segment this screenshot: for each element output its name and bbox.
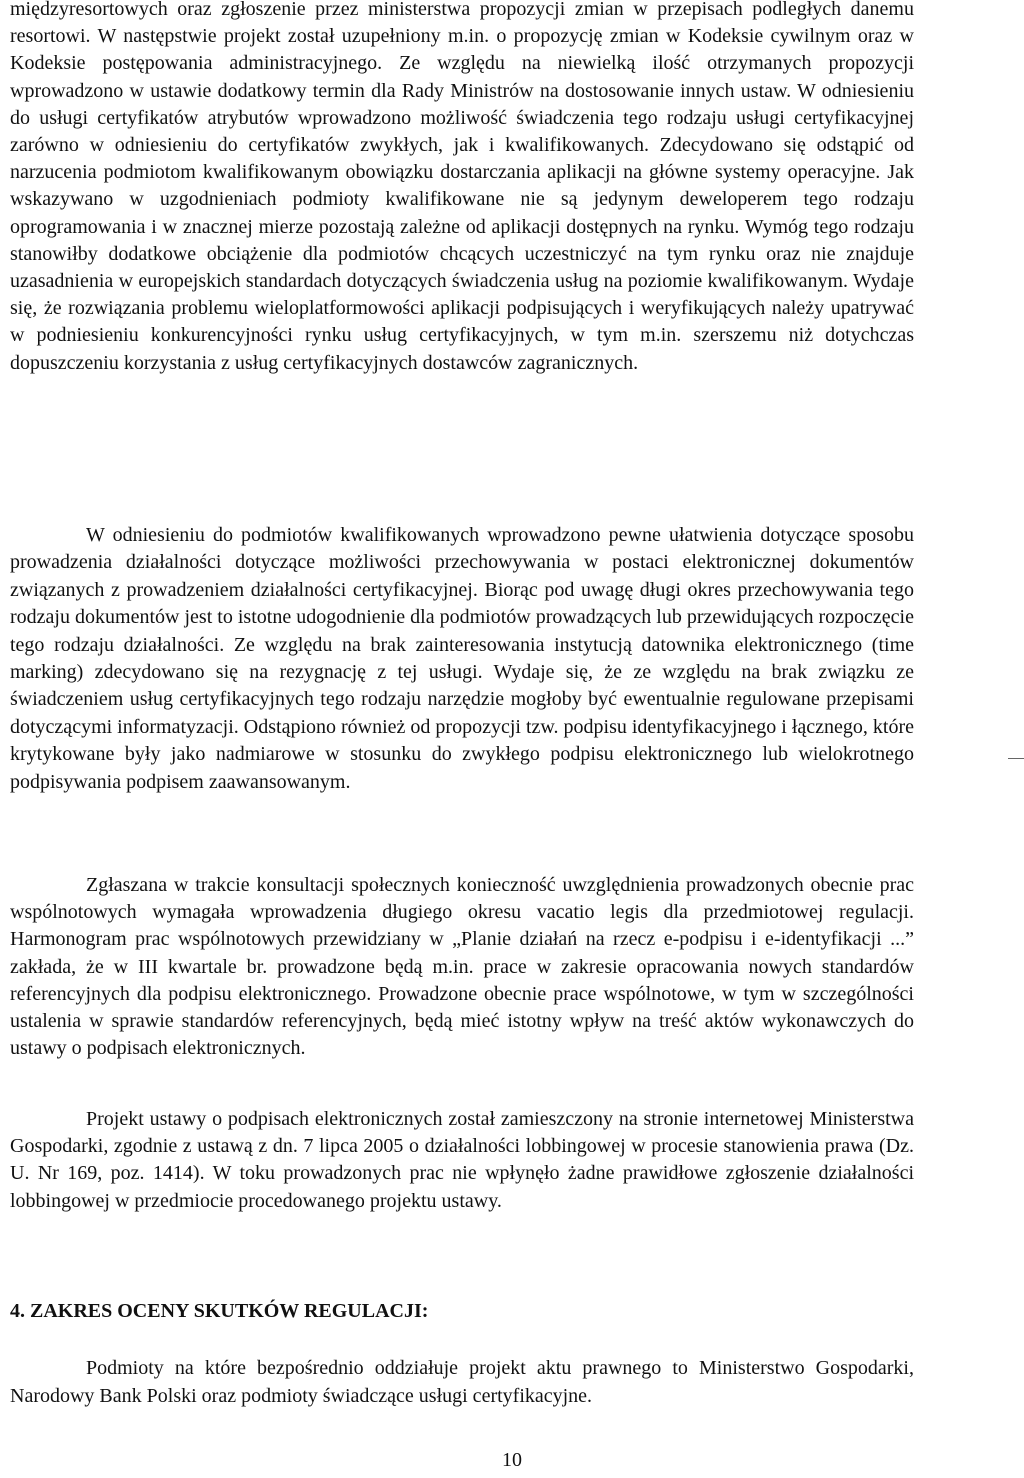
- paragraph-qualified-entities: W odniesieniu do podmiotów kwalifikowanych wprowadzono pewne ułatwienia dotyczące sposobu prowadzenia działalności dotyczące możliwości przechowywania w postaci elektronicznej dokumentów związanych z prowadzeniem działalności certyfikacyjnej. Biorąc pod uwagę długi okres przechowywania tego rodzaju dokumentów jest to istotne udogodnienie dla podmiotów prowadzących lub przewidujących rozpoczęcie tego rodzaju działalności. Ze względu na brak zainteresowania instytucją datownika elektronicznego (time marking) zdecydowano się na rezygnację z tej usługi. Wydaje się, że ze względu na brak związku ze świadczeniem usług certyfikacyjnych tego rodzaju narzędzie mogłoby być ewentualnie regulowane przepisami dotyczącymi informatyzacji. Odstąpiono również od propozycji tzw. podpisu identyfikacyjnego i łącznego, które krytykowane były jako nadmiarowe w stosunku do zwykłego podpisu elektronicznego lub wielokrotnego podpisywania podpisem zaawansowanym.: [10, 524, 914, 793]
- paragraph-consultations: Zgłaszana w trakcie konsultacji społecznych konieczność uwzględnienia prowadzonych obecnie prac wspólnotowych wymagała wprowadzenia długiego okresu vacatio legis dla przedmiotowej regulacji. Harmonogram prac wspólnotowych przewidziany w „Planie działań na rzecz e-podpisu i e-identyfikacji ...” zakłada, że w III kwartale br. prowadzone będą m.in. prace w zakresie opracowania nowych standardów referencyjnych dla podpisu elektronicznego. Prowadzone obecnie prace wspólnotowe, w tym w szczególności ustalenia w sprawie standardów referencyjnych, będą mieć istotny wpływ na treść aktów wykonawczych do ustawy o podpisach elektronicznych.: [10, 874, 914, 1060]
- section-heading: 4. ZAKRES OCENY SKUTKÓW REGULACJI:: [10, 1300, 429, 1322]
- page-number: 10: [502, 1449, 522, 1471]
- paragraph-continued: międzyresortowych oraz zgłoszenie przez ministerstwa propozycji zmian w przepisach podległych danemu resortowi. W następstwie projekt został uzupełniony m.in. o propozycję zmian w Kodeksie cywilnym oraz w Kodeksie postępowania administracyjnego. Ze względu na niewielką ilość otrzymanych propozycji wprowadzono w ustawie dodatkowy termin dla Rady Ministrów na dostosowanie innych ustaw. W odniesieniu do usługi certyfikatów atrybutów wprowadzono możliwość świadczenia tego rodzaju usługi certyfikacyjnej zarówno w odniesieniu do certyfikatów zwykłych, jak i kwalifikowanych. Zdecydowano się odstąpić od narzucenia podmiotom kwalifikowanym obowiązku dostarczania aplikacji na główne systemy operacyjne. Jak wskazywano w uzgodnieniach podmioty kwalifikowane nie są jedynym deweloperem tego rodzaju oprogramowania i w znacznej mierze pozostają zależne od aplikacji dostępnych na rynku. Wymóg tego rodzaju stanowiłby dodatkowe obciążenie dla podmiotów chcących uczestniczyć na tym rynku oraz nie znajduje uzasadnienia w europejskich standardach dotyczących świadczenia usług na poziomie kwalifikowanym. Wydaje się, że rozwiązania problemu wieloplatformowości aplikacji podpisujących i weryfikujących należy upatrywać w podniesieniu konkurencyjności rynku usług certyfikacyjnych, w tym m.in. szerszemu niż dotychczas dopuszczeniu korzystania z usług certyfikacyjnych dostawców zagranicznych.: [10, 0, 914, 374]
- paragraph-lobbying: Projekt ustawy o podpisach elektronicznych został zamieszczony na stronie internetowej Ministerstwa Gospodarki, zgodnie z ustawą z dn. 7 lipca 2005 o działalności lobbingowej w procesie stanowienia prawa (Dz. U. Nr 169, poz. 1414). W toku prowadzonych prac nie wpłynęło żadne prawidłowe zgłoszenie działalności lobbingowej w przedmiocie procedowanego projektu ustawy.: [10, 1108, 914, 1212]
- margin-mark: [1008, 758, 1024, 759]
- paragraph-affected-entities: Podmioty na które bezpośrednio oddziałuje projekt aktu prawnego to Ministerstwo Gospodarki, Narodowy Bank Polski oraz podmioty świadczące usługi certyfikacyjne.: [10, 1357, 914, 1407]
